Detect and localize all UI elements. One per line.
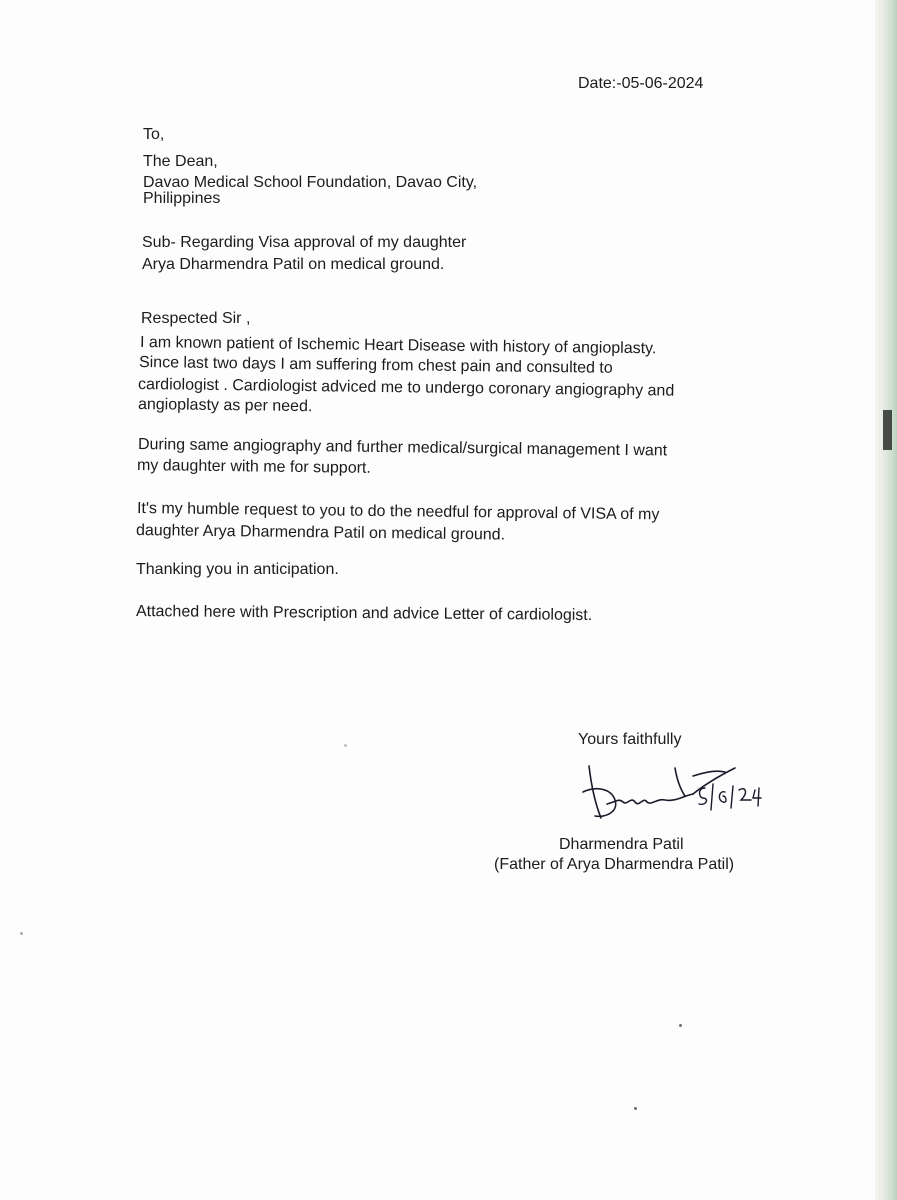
address-institution: Davao Medical School Foundation, Davao City, (143, 174, 478, 191)
scan-edge-strip (875, 0, 897, 1200)
closing-line: Yours faithfully (578, 731, 682, 748)
thanks-line: Thanking you in anticipation. (136, 561, 339, 578)
paragraph-2-line-1: During same angiography and further medical/surgical management I want (137, 436, 668, 460)
subject-line-1: Sub- Regarding Visa approval of my daughter (142, 234, 467, 251)
letter-date: Date:-05-06-2024 (578, 75, 704, 92)
attachment-line: Attached here with Prescription and advice Letter of cardiologist. (135, 603, 593, 624)
handwritten-signature (575, 758, 765, 838)
scan-edge-mark (883, 410, 892, 450)
signer-relation: (Father of Arya Dharmendra Patil) (494, 856, 735, 873)
salutation: Respected Sir , (141, 310, 251, 327)
address-country: Philippines (143, 190, 221, 207)
paragraph-1-line-1: I am known patient of Ischemic Heart Disease with history of angioplasty. (139, 334, 657, 358)
signer-name: Dharmendra Patil (559, 836, 684, 853)
scan-speck (344, 744, 347, 747)
scan-speck (679, 1024, 682, 1027)
address-recipient: The Dean, (143, 153, 218, 170)
address-to: To, (143, 126, 165, 143)
scan-speck (20, 932, 23, 935)
paragraph-1-line-2: Since last two days I am suffering from chest pain and consulted to (138, 354, 613, 377)
paragraph-3-line-2: daughter Arya Dharmendra Patil on medical ground. (135, 522, 506, 544)
paragraph-1-line-3: cardiologist . Cardiologist adviced me to undergo coronary angiography and (137, 376, 675, 400)
paragraph-3-line-1: It's my humble request to you to do the needful for approval of VISA of my (136, 500, 660, 524)
subject-line-2: Arya Dharmendra Patil on medical ground. (142, 256, 445, 273)
paragraph-1-line-4: angioplasty as per need. (137, 396, 313, 416)
paragraph-2-line-2: my daughter with me for support. (136, 457, 371, 477)
scan-speck (634, 1107, 637, 1110)
